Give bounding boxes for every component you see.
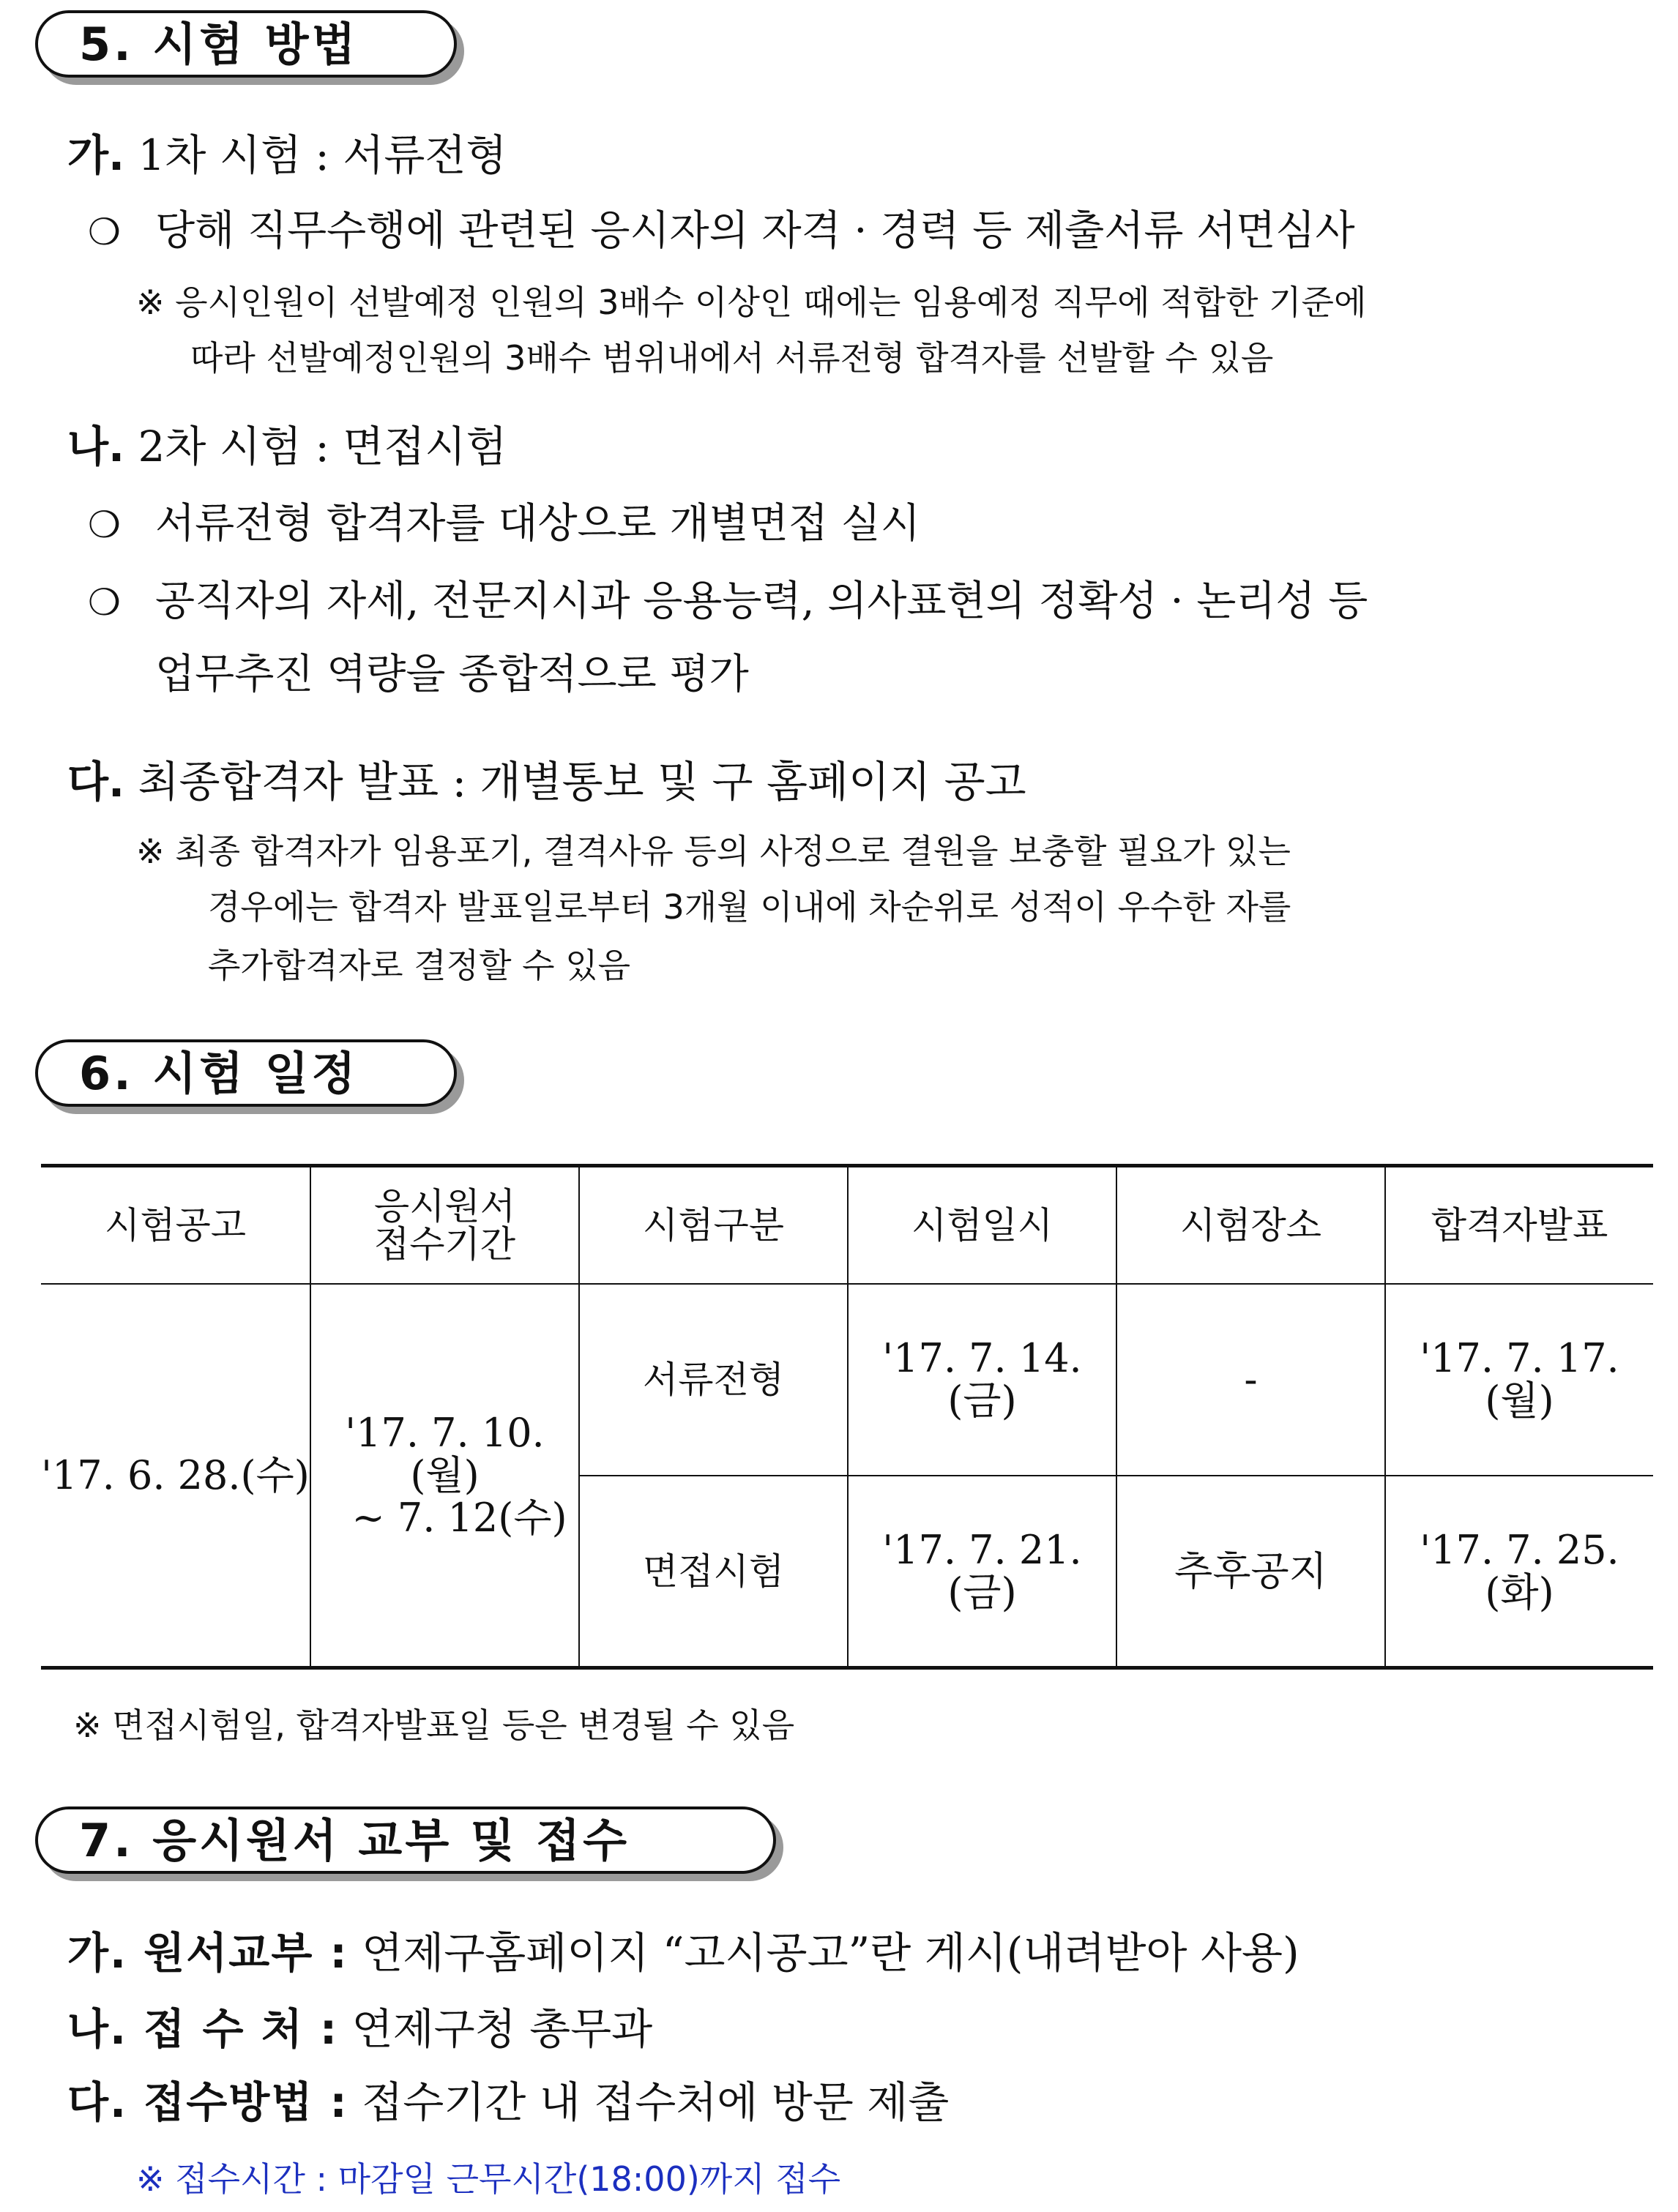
subsection-5-c	[67, 758, 1026, 805]
table-cell-apply-period	[311, 1285, 578, 1666]
apply-period-end: ~ 7. 12(수)	[351, 1494, 567, 1541]
table-cell-exam-date: '17. 7. 21.(금)	[882, 1526, 1082, 1615]
section-6-header	[35, 1039, 457, 1107]
apply-period-start: '17. 7. 10.(월)	[345, 1409, 545, 1498]
table-header-cell: 시험공고	[104, 1204, 247, 1247]
section-5-title: 5. 시험 방법	[79, 18, 359, 71]
subsection-text: 접수기간 내 접수처에 방문 제출	[362, 2077, 950, 2127]
table-header-cell: 시험구분	[642, 1204, 785, 1247]
table-header-cell: 응시원서 접수기간	[373, 1185, 516, 1266]
table-cell-exam-place: 추후공지	[1174, 1547, 1327, 1594]
bullet-text: 당해 직무수행에 관련된 응시자의 자격 · 경력 등 제출서류 서면심사	[155, 207, 1355, 255]
bullet-5-b-2-cont: 업무추진 역량을 종합적으로 평가	[155, 651, 749, 698]
bullet-5-a	[88, 208, 1355, 255]
subsection-text: 연제구청 총무과	[351, 2004, 653, 2054]
subsection-text: 최종합격자 발표 : 개별통보 및 구 홈페이지 공고	[138, 757, 1026, 807]
note-5-a-line2: 따라 선발예정인원의 3배수 범위내에서 서류전형 합격자를 선발할 수 있음	[190, 338, 1274, 378]
section-7-title: 7. 응시원서 교부 및 접수	[79, 1814, 630, 1867]
subsection-marker: 가. 원서교부 :	[67, 1928, 348, 1978]
subsection-7-c	[67, 2079, 949, 2126]
bullet-text: 서류전형 합격자를 대상으로 개별면접 실시	[155, 500, 920, 548]
table-cell-exam-place: -	[1244, 1356, 1258, 1402]
subsection-text: 1차 시험 : 서류전형	[138, 130, 507, 180]
subsection-marker: 가.	[67, 130, 125, 180]
table-header-cell: 합격자발표	[1431, 1204, 1608, 1247]
subsection-text: 연제구홈페이지 “고시공고”란 게시(내려받아 사용)	[362, 1928, 1299, 1978]
note-5-c-line2: 경우에는 합격자 발표일로부터 3개월 이내에 차순위로 성적이 우수한 자를	[208, 887, 1291, 927]
reception-time-note: ※ 접수시간 : 마감일 근무시간(18:00)까지 접수	[136, 2159, 841, 2199]
bullet-icon: ❍	[88, 211, 121, 253]
section-7-header	[35, 1806, 776, 1874]
note-5-c-line1: ※ 최종 합격자가 임용포기, 결격사유 등의 사정으로 결원을 보충할 필요가 있는	[136, 832, 1291, 871]
table-header-cell: 시험장소	[1179, 1204, 1322, 1247]
subsection-7-a	[67, 1929, 1299, 1976]
table-cell-exam-type: 면접시험	[642, 1550, 785, 1593]
subsection-marker: 나. 접 수 처 :	[67, 2004, 339, 2054]
subsection-5-b	[67, 423, 507, 470]
subsection-5-a	[67, 132, 507, 179]
bullet-icon: ❍	[88, 581, 121, 624]
schedule-table	[41, 1164, 1653, 1669]
table-cell-exam-date: '17. 7. 14.(금)	[882, 1335, 1082, 1424]
bullet-5-b-2	[88, 578, 1368, 626]
note-5-c-line3: 추가합격자로 결정할 수 있음	[208, 946, 631, 985]
subsection-marker: 나.	[67, 422, 125, 471]
table-cell-exam-type: 서류전형	[642, 1359, 785, 1401]
note-5-a-line1: ※ 응시인원이 선발예정 인원의 3배수 이상인 때에는 임용예정 직무에 적합한 기준에	[136, 283, 1367, 322]
table-header-cell: 시험일시	[911, 1204, 1054, 1247]
section-5-header	[35, 10, 457, 78]
bullet-text: 공직자의 자세, 전문지시과 응용능력, 의사표현의 정확성 · 논리성 등	[155, 578, 1368, 625]
bullet-5-b-1	[88, 501, 920, 548]
subsection-7-b	[67, 2006, 652, 2052]
bullet-icon: ❍	[88, 504, 121, 546]
schedule-note: ※ 면접시험일, 합격자발표일 등은 변경될 수 있음	[73, 1705, 795, 1745]
table-cell-announce-date: '17. 7. 25.(화)	[1420, 1526, 1619, 1615]
table-cell-announce-date: '17. 7. 17.(월)	[1420, 1335, 1619, 1424]
table-cell-notice-date: '17. 6. 28.(수)	[41, 1451, 310, 1498]
subsection-marker: 다. 접수방법 :	[67, 2077, 348, 2127]
subsection-text: 2차 시험 : 면접시험	[138, 422, 507, 471]
subsection-marker: 다.	[67, 757, 125, 807]
section-6-title: 6. 시험 일정	[79, 1047, 359, 1100]
